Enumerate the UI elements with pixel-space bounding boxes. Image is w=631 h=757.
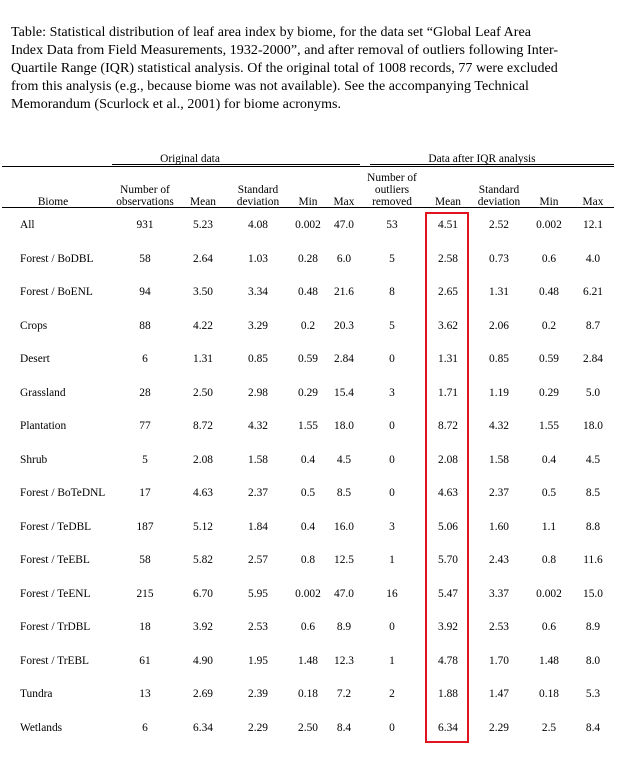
table-top-rule bbox=[2, 166, 614, 167]
cell-max-after: 4.0 bbox=[585, 253, 601, 265]
cell-max-after: 15.0 bbox=[583, 588, 603, 600]
cell-std-deviation-after: 2.29 bbox=[489, 722, 509, 734]
cell-outliers-removed: 0 bbox=[389, 621, 395, 633]
cell-mean: 2.69 bbox=[193, 688, 213, 700]
cell-max-after: 8.9 bbox=[585, 621, 601, 633]
cell-min-after: 1.55 bbox=[539, 420, 559, 432]
cell-observations: 187 bbox=[136, 521, 154, 533]
cell-mean-after: 2.58 bbox=[438, 253, 458, 265]
cell-outliers-removed: 3 bbox=[389, 521, 395, 533]
caption-line: Quartile Range (IQR) statistical analysis. Of the original total of 1008 records, 77 were excluded bbox=[11, 61, 558, 76]
cell-max: 21.6 bbox=[334, 286, 354, 298]
cell-biome: Forest / TrDBL bbox=[20, 621, 91, 633]
cell-biome: Forest / BoENL bbox=[20, 286, 93, 298]
cell-max: 8.5 bbox=[336, 487, 352, 499]
cell-min-after: 0.002 bbox=[536, 219, 562, 231]
cell-min-after: 1.1 bbox=[541, 521, 557, 533]
cell-min: 0.28 bbox=[298, 253, 318, 265]
cell-std-deviation-after: 1.31 bbox=[489, 286, 509, 298]
cell-max-after: 5.3 bbox=[585, 688, 601, 700]
col-header-mean: Mean bbox=[190, 196, 216, 208]
cell-max-after: 8.4 bbox=[585, 722, 601, 734]
cell-min: 0.4 bbox=[300, 454, 316, 466]
cell-std-deviation: 4.32 bbox=[248, 420, 268, 432]
cell-observations: 58 bbox=[139, 253, 151, 265]
col-header-std-deviation-after: Standard bbox=[478, 184, 520, 196]
cell-mean-after: 4.51 bbox=[438, 219, 458, 231]
cell-std-deviation: 3.29 bbox=[248, 320, 268, 332]
cell-max: 7.2 bbox=[336, 688, 352, 700]
table-caption bbox=[11, 24, 623, 114]
cell-outliers-removed: 0 bbox=[389, 487, 395, 499]
cell-observations: 17 bbox=[139, 487, 151, 499]
cell-outliers-removed: 0 bbox=[389, 353, 395, 365]
cell-outliers-removed: 0 bbox=[389, 454, 395, 466]
cell-mean: 4.90 bbox=[193, 655, 213, 667]
cell-mean-after: 3.92 bbox=[438, 621, 458, 633]
col-header-outliers-removed: removed bbox=[372, 196, 412, 208]
col-header-std-deviation: Standard bbox=[237, 184, 279, 196]
cell-std-deviation-after: 2.43 bbox=[489, 554, 509, 566]
cell-min: 0.002 bbox=[295, 588, 321, 600]
cell-std-deviation: 1.03 bbox=[248, 253, 268, 265]
cell-mean: 2.08 bbox=[193, 454, 213, 466]
cell-outliers-removed: 3 bbox=[389, 387, 395, 399]
cell-mean-after: 1.71 bbox=[438, 387, 458, 399]
cell-min-after: 0.2 bbox=[541, 320, 557, 332]
col-header-observations: Number of bbox=[120, 184, 170, 196]
cell-observations: 215 bbox=[136, 588, 154, 600]
cell-max: 18.0 bbox=[334, 420, 354, 432]
cell-std-deviation: 0.85 bbox=[248, 353, 268, 365]
cell-observations: 58 bbox=[139, 554, 151, 566]
cell-mean: 4.22 bbox=[193, 320, 213, 332]
cell-min-after: 0.6 bbox=[541, 621, 557, 633]
cell-biome: Wetlands bbox=[20, 722, 63, 734]
cell-mean-after: 3.62 bbox=[438, 320, 458, 332]
cell-min-after: 0.002 bbox=[536, 588, 562, 600]
cell-std-deviation: 2.37 bbox=[248, 487, 268, 499]
cell-std-deviation: 2.29 bbox=[248, 722, 268, 734]
cell-biome: Shrub bbox=[20, 454, 48, 466]
cell-min: 0.4 bbox=[300, 521, 316, 533]
cell-mean: 3.50 bbox=[193, 286, 213, 298]
cell-min-after: 0.59 bbox=[539, 353, 559, 365]
cell-std-deviation: 2.39 bbox=[248, 688, 268, 700]
cell-max: 20.3 bbox=[334, 320, 354, 332]
cell-min-after: 0.8 bbox=[541, 554, 557, 566]
cell-std-deviation: 1.58 bbox=[248, 454, 268, 466]
cell-max: 12.3 bbox=[334, 655, 354, 667]
cell-mean: 8.72 bbox=[193, 420, 213, 432]
col-header-observations: observations bbox=[116, 196, 174, 208]
cell-observations: 6 bbox=[142, 722, 148, 734]
caption-line: Memorandum (Scurlock et al., 2001) for biome acronyms. bbox=[11, 97, 342, 112]
caption-line: Index Data from Field Measurements, 1932-2000”, and after removal of outliers following Inter- bbox=[11, 43, 559, 58]
cell-mean-after: 1.88 bbox=[438, 688, 458, 700]
cell-max: 6.0 bbox=[336, 253, 352, 265]
col-header-outliers-removed: Number of bbox=[367, 172, 417, 184]
cell-std-deviation: 2.53 bbox=[248, 621, 268, 633]
cell-mean: 5.82 bbox=[193, 554, 213, 566]
cell-mean: 5.23 bbox=[193, 219, 213, 231]
cell-biome: Desert bbox=[20, 353, 50, 365]
cell-mean-after: 4.78 bbox=[438, 655, 458, 667]
cell-std-deviation-after: 0.73 bbox=[489, 253, 509, 265]
cell-min-after: 0.18 bbox=[539, 688, 559, 700]
cell-min: 0.002 bbox=[295, 219, 321, 231]
cell-observations: 88 bbox=[139, 320, 151, 332]
cell-std-deviation-after: 0.85 bbox=[489, 353, 509, 365]
cell-observations: 18 bbox=[139, 621, 151, 633]
cell-outliers-removed: 1 bbox=[389, 655, 395, 667]
cell-min-after: 0.5 bbox=[541, 487, 557, 499]
cell-max-after: 8.7 bbox=[585, 320, 601, 332]
cell-min: 0.2 bbox=[300, 320, 316, 332]
cell-outliers-removed: 8 bbox=[389, 286, 395, 298]
cell-std-deviation: 1.84 bbox=[248, 521, 268, 533]
cell-outliers-removed: 5 bbox=[389, 320, 395, 332]
cell-biome: Forest / TeDBL bbox=[20, 521, 92, 533]
col-header-std-deviation: deviation bbox=[236, 196, 280, 208]
col-header-max: Max bbox=[333, 196, 355, 208]
cell-observations: 28 bbox=[139, 387, 151, 399]
cell-biome: Grassland bbox=[20, 387, 66, 399]
cell-min-after: 0.4 bbox=[541, 454, 557, 466]
cell-biome: Forest / BoTeDNL bbox=[20, 487, 106, 499]
group-header-original: Original data bbox=[160, 153, 220, 165]
cell-max-after: 6.21 bbox=[583, 286, 603, 298]
cell-mean: 4.63 bbox=[193, 487, 213, 499]
cell-min-after: 0.29 bbox=[539, 387, 559, 399]
cell-max: 8.4 bbox=[336, 722, 352, 734]
cell-min: 0.48 bbox=[298, 286, 318, 298]
cell-std-deviation-after: 1.47 bbox=[489, 688, 509, 700]
cell-min: 0.6 bbox=[300, 621, 316, 633]
cell-outliers-removed: 2 bbox=[389, 688, 395, 700]
cell-std-deviation-after: 1.19 bbox=[489, 387, 509, 399]
mean-column-highlight bbox=[425, 212, 469, 743]
col-header-mean-after: Mean bbox=[435, 196, 461, 208]
cell-max-after: 8.5 bbox=[585, 487, 601, 499]
cell-mean-after: 6.34 bbox=[438, 722, 458, 734]
cell-biome: Forest / BoDBL bbox=[20, 253, 94, 265]
cell-outliers-removed: 0 bbox=[389, 722, 395, 734]
cell-outliers-removed: 0 bbox=[389, 420, 395, 432]
cell-std-deviation-after: 1.58 bbox=[489, 454, 509, 466]
cell-std-deviation-after: 3.37 bbox=[489, 588, 509, 600]
cell-mean: 6.70 bbox=[193, 588, 213, 600]
cell-min-after: 1.48 bbox=[539, 655, 559, 667]
cell-mean: 2.50 bbox=[193, 387, 213, 399]
cell-observations: 6 bbox=[142, 353, 148, 365]
cell-max-after: 5.0 bbox=[585, 387, 601, 399]
cell-biome: Forest / TrEBL bbox=[20, 655, 89, 667]
cell-min-after: 0.48 bbox=[539, 286, 559, 298]
cell-biome: Forest / TeEBL bbox=[20, 554, 90, 566]
cell-biome: Plantation bbox=[20, 420, 67, 432]
cell-std-deviation-after: 2.37 bbox=[489, 487, 509, 499]
cell-mean: 1.31 bbox=[193, 353, 213, 365]
cell-mean-after: 5.47 bbox=[438, 588, 458, 600]
cell-max: 15.4 bbox=[334, 387, 354, 399]
col-header-biome: Biome bbox=[37, 196, 69, 208]
cell-max-after: 8.8 bbox=[585, 521, 601, 533]
cell-max: 2.84 bbox=[334, 353, 354, 365]
cell-mean-after: 8.72 bbox=[438, 420, 458, 432]
cell-mean: 5.12 bbox=[193, 521, 213, 533]
cell-min: 1.55 bbox=[298, 420, 318, 432]
cell-std-deviation-after: 4.32 bbox=[489, 420, 509, 432]
cell-observations: 13 bbox=[139, 688, 151, 700]
cell-max: 16.0 bbox=[334, 521, 354, 533]
cell-std-deviation: 4.08 bbox=[248, 219, 268, 231]
cell-outliers-removed: 16 bbox=[386, 588, 398, 600]
cell-mean-after: 5.06 bbox=[438, 521, 458, 533]
cell-min-after: 2.5 bbox=[541, 722, 557, 734]
cell-mean-after: 1.31 bbox=[438, 353, 458, 365]
cell-mean: 3.92 bbox=[193, 621, 213, 633]
cell-max-after: 11.6 bbox=[583, 554, 603, 566]
cell-max: 47.0 bbox=[334, 588, 354, 600]
cell-observations: 931 bbox=[136, 219, 154, 231]
cell-max-after: 2.84 bbox=[583, 353, 603, 365]
cell-std-deviation-after: 2.52 bbox=[489, 219, 509, 231]
cell-min: 0.5 bbox=[300, 487, 316, 499]
cell-max-after: 4.5 bbox=[585, 454, 601, 466]
cell-biome: Tundra bbox=[20, 688, 53, 700]
col-header-std-deviation-after: deviation bbox=[477, 196, 521, 208]
cell-observations: 77 bbox=[139, 420, 151, 432]
cell-max: 12.5 bbox=[334, 554, 354, 566]
cell-mean: 6.34 bbox=[193, 722, 213, 734]
cell-outliers-removed: 5 bbox=[389, 253, 395, 265]
group-header-after-iqr: Data after IQR analysis bbox=[428, 153, 536, 165]
cell-mean-after: 5.70 bbox=[438, 554, 458, 566]
cell-biome: Forest / TeENL bbox=[20, 588, 91, 600]
cell-min: 1.48 bbox=[298, 655, 318, 667]
cell-std-deviation: 3.34 bbox=[248, 286, 268, 298]
cell-std-deviation: 2.98 bbox=[248, 387, 268, 399]
cell-min: 0.29 bbox=[298, 387, 318, 399]
col-header-min-after: Min bbox=[539, 196, 559, 208]
col-header-min: Min bbox=[298, 196, 318, 208]
cell-min: 2.50 bbox=[298, 722, 318, 734]
cell-min-after: 0.6 bbox=[541, 253, 557, 265]
cell-std-deviation: 5.95 bbox=[248, 588, 268, 600]
cell-std-deviation-after: 1.60 bbox=[489, 521, 509, 533]
cell-observations: 94 bbox=[139, 286, 151, 298]
cell-std-deviation-after: 1.70 bbox=[489, 655, 509, 667]
cell-mean-after: 2.08 bbox=[438, 454, 458, 466]
original-data-underline bbox=[112, 164, 360, 165]
cell-std-deviation: 1.95 bbox=[248, 655, 268, 667]
caption-line: Table: Statistical distribution of leaf area index by biome, for the data set “Global Leaf Area bbox=[11, 25, 532, 40]
cell-std-deviation-after: 2.53 bbox=[489, 621, 509, 633]
caption-line: from this analysis (e.g., because biome was not available). See the accompanying Technical bbox=[11, 79, 529, 94]
cell-max-after: 12.1 bbox=[583, 219, 603, 231]
cell-max-after: 8.0 bbox=[585, 655, 601, 667]
cell-mean-after: 2.65 bbox=[438, 286, 458, 298]
col-header-outliers-removed: outliers bbox=[374, 184, 410, 196]
cell-min: 0.59 bbox=[298, 353, 318, 365]
col-header-max-after: Max bbox=[582, 196, 604, 208]
cell-outliers-removed: 53 bbox=[386, 219, 398, 231]
cell-std-deviation-after: 2.06 bbox=[489, 320, 509, 332]
cell-mean: 2.64 bbox=[193, 253, 213, 265]
cell-outliers-removed: 1 bbox=[389, 554, 395, 566]
cell-observations: 5 bbox=[142, 454, 148, 466]
cell-min: 0.18 bbox=[298, 688, 318, 700]
cell-mean-after: 4.63 bbox=[438, 487, 458, 499]
cell-biome: All bbox=[20, 219, 35, 231]
cell-observations: 61 bbox=[139, 655, 151, 667]
cell-max: 8.9 bbox=[336, 621, 352, 633]
cell-biome: Crops bbox=[20, 320, 48, 332]
cell-min: 0.8 bbox=[300, 554, 316, 566]
cell-max: 47.0 bbox=[334, 219, 354, 231]
cell-std-deviation: 2.57 bbox=[248, 554, 268, 566]
cell-max-after: 18.0 bbox=[583, 420, 603, 432]
cell-max: 4.5 bbox=[336, 454, 352, 466]
